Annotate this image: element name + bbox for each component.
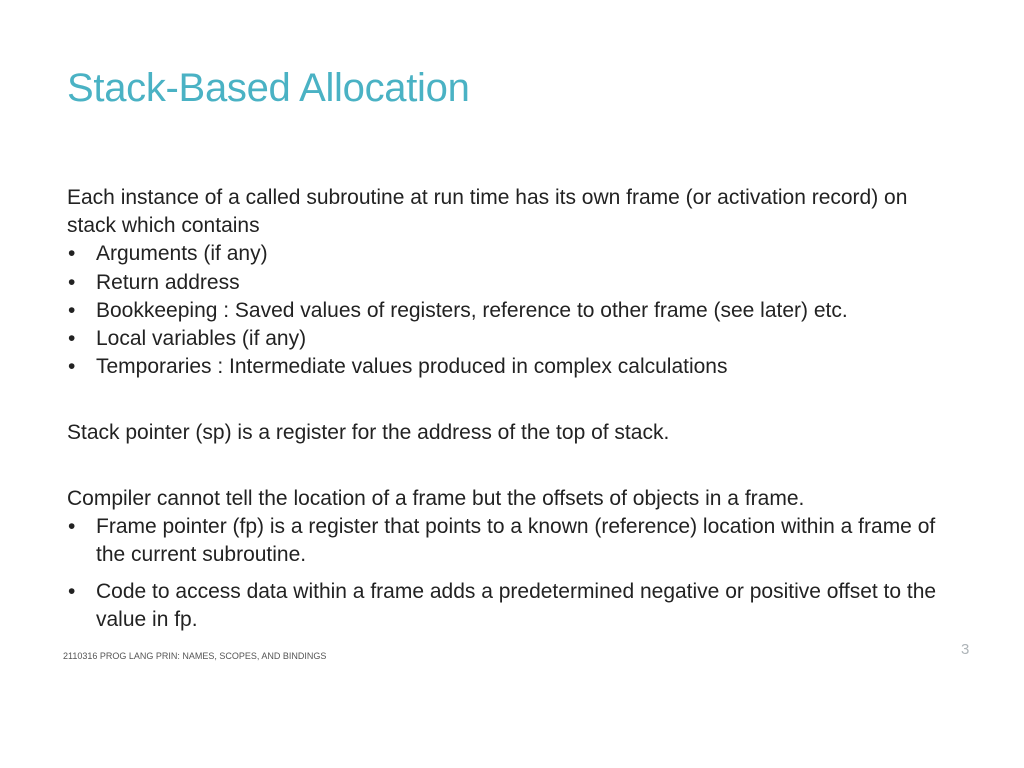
stack-pointer-text: Stack pointer (sp) is a register for the address of the top of stack. (67, 421, 670, 445)
frames-intro: Each instance of a called subroutine at run time has its own frame (or activation record) on stack which contains (67, 186, 908, 238)
list-item-text: Code to access data within a frame adds a predetermined negative or positive offset to the value in fp. (96, 580, 937, 632)
bullet-icon: • (68, 298, 76, 322)
list-item (67, 297, 957, 325)
list-item (67, 578, 957, 634)
bullet-icon: • (68, 514, 76, 538)
bullet-icon: • (68, 242, 76, 266)
frame-contents-list (67, 240, 957, 381)
list-item-text: Local variables (if any) (96, 327, 307, 351)
list-item-text: Temporaries : Intermediate values produced in complex calculations (96, 355, 728, 379)
frame-pointer-intro: Compiler cannot tell the location of a frame but the offsets of objects in a frame. (67, 486, 805, 510)
slide-footer: 2110316 PROG LANG PRIN: NAMES, SCOPES, AND BINDINGS (63, 651, 327, 661)
bullet-icon: • (68, 270, 76, 294)
bullet-icon: • (68, 327, 76, 351)
frame-pointer-list (67, 513, 957, 635)
list-item-text: Bookkeeping : Saved values of registers, reference to other frame (see later) etc. (96, 298, 848, 322)
list-item (67, 325, 957, 353)
list-item-text: Frame pointer (fp) is a register that points to a known (reference) location within a frame of the current subroutine. (96, 514, 936, 567)
list-item (67, 240, 957, 268)
list-item (67, 353, 957, 381)
slide-body (67, 184, 957, 635)
section-frame-pointer (67, 485, 957, 635)
bullet-icon: • (68, 355, 76, 379)
list-item (67, 269, 957, 297)
bullet-icon: • (68, 580, 76, 604)
list-item (67, 513, 957, 569)
section-stack-pointer (67, 419, 957, 447)
page-number: 3 (961, 641, 970, 658)
list-item-text: Return address (96, 270, 240, 294)
slide-title: Stack-Based Allocation (67, 66, 470, 110)
section-frames (67, 184, 957, 381)
list-item-text: Arguments (if any) (96, 242, 268, 266)
